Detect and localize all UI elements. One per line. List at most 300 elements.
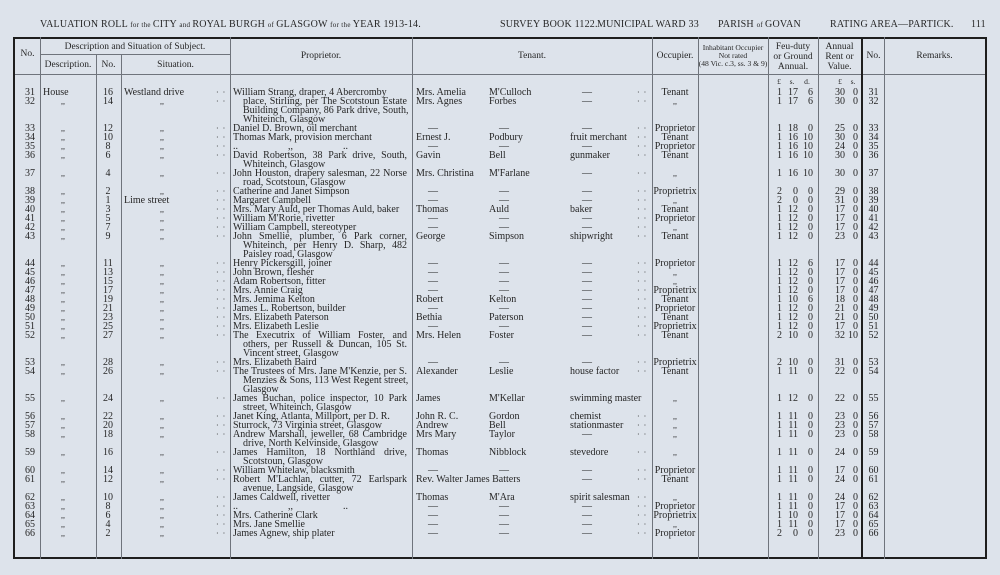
feu-shillings: 11 (788, 492, 798, 503)
table-row (0, 394, 1000, 412)
occupier: ,, (673, 520, 677, 529)
entry-number: 40 (25, 204, 35, 215)
tenant-first-name: John R. C. (416, 411, 459, 422)
proprietor-line: Henry Pickersgill, joiner (233, 258, 332, 269)
rent-pounds: 24 (835, 447, 845, 458)
description: ,, (61, 466, 65, 475)
feu-shillings: 0 (793, 528, 798, 539)
table-row (0, 367, 1000, 394)
leader-dots (216, 511, 228, 520)
proprietor-line: John Smellie, plumber, 6 Park corner, (233, 231, 407, 242)
feu-pence: 0 (808, 411, 813, 422)
header-no: No. (20, 49, 35, 59)
description: ,, (61, 142, 65, 151)
rent-shillings: 0 (853, 510, 858, 521)
proprietor-line: Thomas Mark, provision merchant (233, 132, 372, 143)
table-row (0, 151, 1000, 169)
occupier: Proprietor (654, 141, 696, 152)
rent-shillings: 0 (853, 195, 858, 206)
feu-pounds: 2 (777, 357, 782, 368)
entry-number-right: 51 (868, 321, 879, 332)
leader-dots (216, 205, 228, 214)
leader-dots (637, 97, 649, 106)
tenant-first-name: Alexander (416, 366, 458, 377)
situation: ,, (160, 169, 164, 178)
proprietor-line: James Buchan, police inspector, 10 Park (233, 393, 407, 404)
proprietor-line: William Campbell, stereotyper (233, 222, 357, 233)
tenant-surname: Gordon (489, 411, 520, 422)
situation: ,, (160, 295, 164, 304)
occupier: Tenant (661, 474, 689, 485)
proprietor-line: Whiteinch, per Henry D. Sharp, 482 (243, 240, 407, 251)
title-segment: YEAR 1913-14. (352, 19, 421, 30)
tenant-occupation: — (582, 321, 592, 332)
feu-pence: 6 (808, 87, 813, 98)
entry-number: 44 (25, 258, 35, 269)
occupier: Proprietor (654, 213, 696, 224)
entry-number: 50 (25, 312, 35, 323)
rent-pounds: 23 (835, 420, 845, 431)
description: ,, (61, 187, 65, 196)
feu-pounds: 1 (777, 132, 782, 143)
feu-pence: 0 (808, 393, 813, 404)
occupier: Tenant (661, 150, 689, 161)
entry-number-right: 62 (868, 492, 879, 503)
rent-pounds: 17 (835, 213, 845, 224)
house-number: 10 (103, 132, 113, 143)
house-number: 16 (103, 447, 113, 458)
entry-number-right: 59 (868, 447, 879, 458)
leader-dots (637, 331, 649, 340)
situation: ,, (160, 331, 164, 340)
entry-number: 61 (25, 474, 35, 485)
proprietor-line: .. ,, .. (233, 141, 348, 152)
feu-pence: 0 (808, 186, 813, 197)
situation: ,, (160, 277, 164, 286)
proprietor-line: The Executrix of William Foster, and (233, 330, 407, 341)
description: ,, (61, 421, 65, 430)
occupier: Proprietor (654, 303, 696, 314)
leader-dots (216, 295, 228, 304)
header-feu-line: Annual. (777, 62, 809, 72)
occupier: Tenant (661, 294, 689, 305)
feu-pence: 0 (808, 312, 813, 323)
leader-dots (216, 232, 228, 241)
proprietor-line: The Trustees of Mrs. Jane M'Kenzie, per S. (233, 366, 407, 377)
entry-number-right: 45 (868, 267, 879, 278)
leader-dots (637, 142, 649, 151)
leader-dots (216, 223, 228, 232)
rent-pounds: 17 (835, 285, 845, 296)
feu-shillings: 11 (788, 420, 798, 431)
feu-pence: 6 (808, 294, 813, 305)
leader-dots (216, 421, 228, 430)
page-number: 111 (971, 19, 986, 30)
tenant-first-name: — (428, 123, 438, 134)
feu-pounds: 1 (777, 474, 782, 485)
roll-title (40, 19, 421, 30)
situation: ,, (160, 313, 164, 322)
proprietor-line: Catherine and Janet Simpson (233, 186, 350, 197)
header-proprietor: Proprietor. (300, 51, 342, 61)
tenant-surname: — (499, 195, 509, 206)
description: ,, (61, 493, 65, 502)
tenant-first-name: — (428, 276, 438, 287)
header-rent-line: Annual (825, 42, 854, 52)
house-number: 21 (103, 303, 113, 314)
entry-number-right: 58 (868, 429, 879, 440)
header-subrule (40, 54, 230, 55)
proprietor-line: avenue, Langside, Glasgow (243, 483, 354, 494)
rent-pounds: 31 (835, 195, 845, 206)
leader-dots (637, 187, 649, 196)
entry-number: 31 (25, 87, 35, 98)
title-segment: GLASGOW (276, 19, 331, 30)
entry-number: 56 (25, 411, 35, 422)
rent-shillings: 0 (853, 231, 858, 242)
entry-number-right: 43 (868, 231, 879, 242)
entry-number-right: 49 (868, 303, 879, 314)
feu-shillings: 11 (788, 465, 798, 476)
feu-shillings: 12 (788, 393, 798, 404)
house-number: 23 (103, 312, 113, 323)
proprietor-line: Building Company, 86 Park drive, South, (243, 105, 409, 116)
situation: ,, (160, 367, 164, 376)
description: ,, (61, 232, 65, 241)
rent-pounds: 18 (835, 294, 845, 305)
tenant-first-name: George (416, 231, 446, 242)
feu-shillings: 11 (788, 411, 798, 422)
tenant-surname: — (499, 303, 509, 314)
feu-pounds: 1 (777, 222, 782, 233)
house-number: 14 (103, 465, 113, 476)
tenant-occupation: — (582, 96, 592, 107)
situation: ,, (160, 412, 164, 421)
tenant-surname: — (499, 276, 509, 287)
house-number: 4 (105, 519, 111, 530)
situation: ,, (160, 448, 164, 457)
leader-dots (216, 448, 228, 457)
entry-number: 51 (25, 321, 35, 332)
leader-dots (216, 169, 228, 178)
entry-number-right: 66 (868, 528, 879, 539)
unit-shillings: s. (850, 77, 856, 86)
header-number: No. (101, 60, 116, 70)
feu-pence: 0 (808, 321, 813, 332)
title-segment: for the (130, 21, 153, 29)
proprietor (233, 331, 409, 358)
leader-dots (216, 475, 228, 484)
house-number: 3 (105, 204, 111, 215)
entry-number-right: 48 (868, 294, 879, 305)
header-feu-line: or Ground (773, 52, 813, 62)
tenant-first-name: Robert (416, 294, 444, 305)
tenant-surname: — (499, 528, 509, 539)
leader-dots (216, 124, 228, 133)
feu-shillings: 11 (788, 447, 798, 458)
entry-number-right: 56 (868, 411, 879, 422)
feu-pence: 0 (808, 474, 813, 485)
leader-dots (637, 520, 649, 529)
leader-dots (637, 358, 649, 367)
proprietor-line: Janet King, Atlanta, Millport, per D. R. (233, 411, 390, 422)
table-row (0, 529, 1000, 538)
feu-pounds: 1 (777, 447, 782, 458)
proprietor-line: Robert M'Lachlan, cutter, 72 Earlspark (233, 474, 407, 485)
rent-shillings: 0 (853, 150, 858, 161)
house-number: 14 (103, 96, 113, 107)
leader-dots (637, 214, 649, 223)
unit-shillings: s. (789, 77, 795, 86)
entry-number: 54 (25, 366, 35, 377)
tenant-occupation: — (582, 312, 592, 323)
proprietor-line: Daniel D. Brown, oil merchant (233, 123, 357, 134)
rent-pounds: 17 (835, 465, 845, 476)
feu-pence: 0 (808, 528, 813, 539)
entry-number: 36 (25, 150, 35, 161)
tenant-first-name: Mrs Mary (416, 429, 457, 440)
situation: ,, (160, 259, 164, 268)
situation: ,, (160, 133, 164, 142)
proprietor-line: Andrew Marshall, jeweller, 68 Cambridge (233, 429, 407, 440)
entry-number: 37 (25, 168, 35, 179)
feu-pence: 0 (808, 231, 813, 242)
tenant-surname: M'Culloch (489, 87, 532, 98)
feu-pounds: 2 (777, 186, 782, 197)
tenant-occupation: shipwright (570, 231, 613, 242)
feu-pounds: 1 (777, 276, 782, 287)
tenant-occupation: — (582, 258, 592, 269)
feu-shillings: 12 (788, 312, 798, 323)
description: ,, (61, 259, 65, 268)
situation: ,, (160, 511, 164, 520)
tenant-occupation: — (582, 519, 592, 530)
occupier: ,, (673, 196, 677, 205)
rent-shillings: 0 (853, 96, 858, 107)
feu-shillings: 0 (793, 186, 798, 197)
rent-pounds: 17 (835, 258, 845, 269)
leader-dots (637, 448, 649, 457)
proprietor-line: road, Scotstoun, Glasgow (243, 177, 346, 188)
occupier: Tenant (661, 204, 689, 215)
leader-dots (637, 430, 649, 439)
tenant-surname: Podbury (489, 132, 523, 143)
leader-dots (216, 214, 228, 223)
house-number: 13 (103, 267, 113, 278)
rent-pounds: 25 (835, 123, 845, 134)
feu-pence: 0 (808, 501, 813, 512)
table-row (0, 448, 1000, 466)
occupier: ,, (673, 493, 677, 502)
situation: ,, (160, 232, 164, 241)
situation: ,, (160, 223, 164, 232)
tenant-first-name: — (428, 501, 438, 512)
entry-number-right: 33 (868, 123, 879, 134)
rent-pounds: 30 (835, 96, 845, 107)
feu-shillings: 12 (788, 213, 798, 224)
proprietor-line: Scotstoun, Glasgow (243, 456, 323, 467)
situation: ,, (160, 205, 164, 214)
tenant-surname: Bell (489, 420, 506, 431)
house-number: 5 (105, 213, 111, 224)
occupier: ,, (673, 268, 677, 277)
occupier: ,, (673, 448, 677, 457)
rent-pounds: 29 (835, 186, 845, 197)
entry-number: 48 (25, 294, 35, 305)
situation: ,, (160, 502, 164, 511)
rent-shillings: 0 (853, 204, 858, 215)
entry-number: 53 (25, 357, 35, 368)
feu-shillings: 16 (788, 150, 798, 161)
feu-pence: 0 (808, 420, 813, 431)
feu-pounds: 1 (777, 294, 782, 305)
header-inhabitant (698, 44, 768, 68)
rent-pounds: 17 (835, 276, 845, 287)
feu-shillings: 12 (788, 258, 798, 269)
leader-dots (216, 187, 228, 196)
house-number: 7 (105, 222, 111, 233)
tenant-occupation: stevedore (570, 447, 609, 458)
proprietor-line: Vincent street, Glasgow (243, 348, 339, 359)
tenant-occupation: — (582, 429, 592, 440)
rent-shillings: 0 (853, 447, 858, 458)
situation: ,, (160, 475, 164, 484)
tenant-first-name: — (428, 222, 438, 233)
house-number: 28 (103, 357, 113, 368)
leader-dots (637, 232, 649, 241)
leader-dots (216, 151, 228, 160)
situation: ,, (160, 322, 164, 331)
tenant-occupation: — (582, 330, 592, 341)
tenant-occupation: — (582, 213, 592, 224)
tenant-surname: — (499, 465, 509, 476)
proprietor-line: street, Whiteinch, Glasgow (243, 402, 352, 413)
tenant-occupation: house factor (570, 366, 620, 377)
feu-pounds: 1 (777, 204, 782, 215)
proprietor-line: Adam Robertson, fitter (233, 276, 326, 287)
leader-dots (637, 133, 649, 142)
tenant-occupation: — (582, 303, 592, 314)
proprietor-line: David Robertson, 38 Park drive, South, (233, 150, 407, 161)
tenant-first-name: Thomas (416, 492, 449, 503)
tenant-surname: — (499, 258, 509, 269)
entry-number: 57 (25, 420, 35, 431)
rent-shillings: 0 (853, 492, 858, 503)
situation: ,, (160, 430, 164, 439)
feu-shillings: 10 (788, 330, 798, 341)
feu-shillings: 18 (788, 123, 798, 134)
rent-shillings: 0 (853, 474, 858, 485)
table-row (0, 331, 1000, 358)
rent-shillings: 0 (853, 276, 858, 287)
proprietor-line: Margaret Campbell (233, 195, 311, 206)
entry-number-right: 36 (868, 150, 879, 161)
feu-pounds: 1 (777, 168, 782, 179)
rent-shillings: 0 (853, 501, 858, 512)
entry-number: 60 (25, 465, 35, 476)
entry-number-right: 65 (868, 519, 879, 530)
description: ,, (61, 475, 65, 484)
description: ,, (61, 394, 65, 403)
title-segment: ROYAL BURGH (192, 19, 268, 30)
proprietor-line: Whiteinch, Glasgow (243, 114, 326, 125)
house-number: 2 (105, 528, 111, 539)
rent-pounds: 30 (835, 150, 845, 161)
entry-number: 35 (25, 141, 35, 152)
description: ,, (61, 520, 65, 529)
feu-pence: 0 (808, 303, 813, 314)
tenant-occupation: fruit merchant (570, 132, 627, 143)
house-number: 12 (103, 123, 113, 134)
occupier: Tenant (661, 330, 689, 341)
feu-pence: 0 (808, 267, 813, 278)
tenant-surname: Nibblock (489, 447, 527, 458)
tenant-first-name: — (428, 213, 438, 224)
table-row (0, 475, 1000, 493)
parish-of: of (756, 21, 766, 29)
description: ,, (61, 448, 65, 457)
feu-shillings: 12 (788, 204, 798, 215)
feu-shillings: 17 (788, 87, 798, 98)
tenant-occupation: gunmaker (570, 150, 610, 161)
feu-pence: 0 (808, 123, 813, 134)
feu-pounds: 1 (777, 465, 782, 476)
entry-number-right: 50 (868, 312, 879, 323)
tenant-occupation: spirit salesman (570, 492, 630, 503)
entry-number: 39 (25, 195, 35, 206)
situation: ,, (160, 493, 164, 502)
tenant-surname: — (499, 141, 509, 152)
entry-number-right: 42 (868, 222, 879, 233)
tenant-surname: M'Ara (489, 492, 515, 503)
header-no-right: No. (866, 51, 881, 61)
tenant-first-name: Bethia (416, 312, 443, 323)
rent-pounds: 22 (835, 393, 845, 404)
description: ,, (61, 511, 65, 520)
parish-prefix: PARISH (718, 19, 757, 30)
entry-number: 58 (25, 429, 35, 440)
tenant-surname: — (499, 123, 509, 134)
entry-number: 45 (25, 267, 35, 278)
rent-shillings: 0 (853, 141, 858, 152)
leader-dots (637, 367, 649, 376)
rent-pounds: 32 (835, 330, 845, 341)
rent-pounds: 30 (835, 132, 845, 143)
entry-number: 34 (25, 132, 35, 143)
rent-shillings: 0 (853, 294, 858, 305)
tenant-first-name: — (428, 528, 438, 539)
tenant-surname: Leslie (489, 366, 514, 377)
entry-number-right: 37 (868, 168, 879, 179)
tenant-surname: — (499, 222, 509, 233)
rent-pounds: 22 (835, 366, 845, 377)
rent-shillings: 0 (853, 87, 858, 98)
feu-pounds: 1 (777, 393, 782, 404)
feu-shillings: 12 (788, 321, 798, 332)
feu-shillings: 16 (788, 141, 798, 152)
feu-shillings: 12 (788, 276, 798, 287)
feu-shillings: 0 (793, 195, 798, 206)
entry-number-right: 31 (868, 87, 879, 98)
feu-pounds: 1 (777, 366, 782, 377)
entry-number-right: 47 (868, 285, 879, 296)
tenant-occupation: — (582, 285, 592, 296)
situation: ,, (160, 304, 164, 313)
entry-number-right: 63 (868, 501, 879, 512)
feu-pounds: 1 (777, 285, 782, 296)
tenant-occupation: — (582, 195, 592, 206)
rent-shillings: 0 (853, 303, 858, 314)
